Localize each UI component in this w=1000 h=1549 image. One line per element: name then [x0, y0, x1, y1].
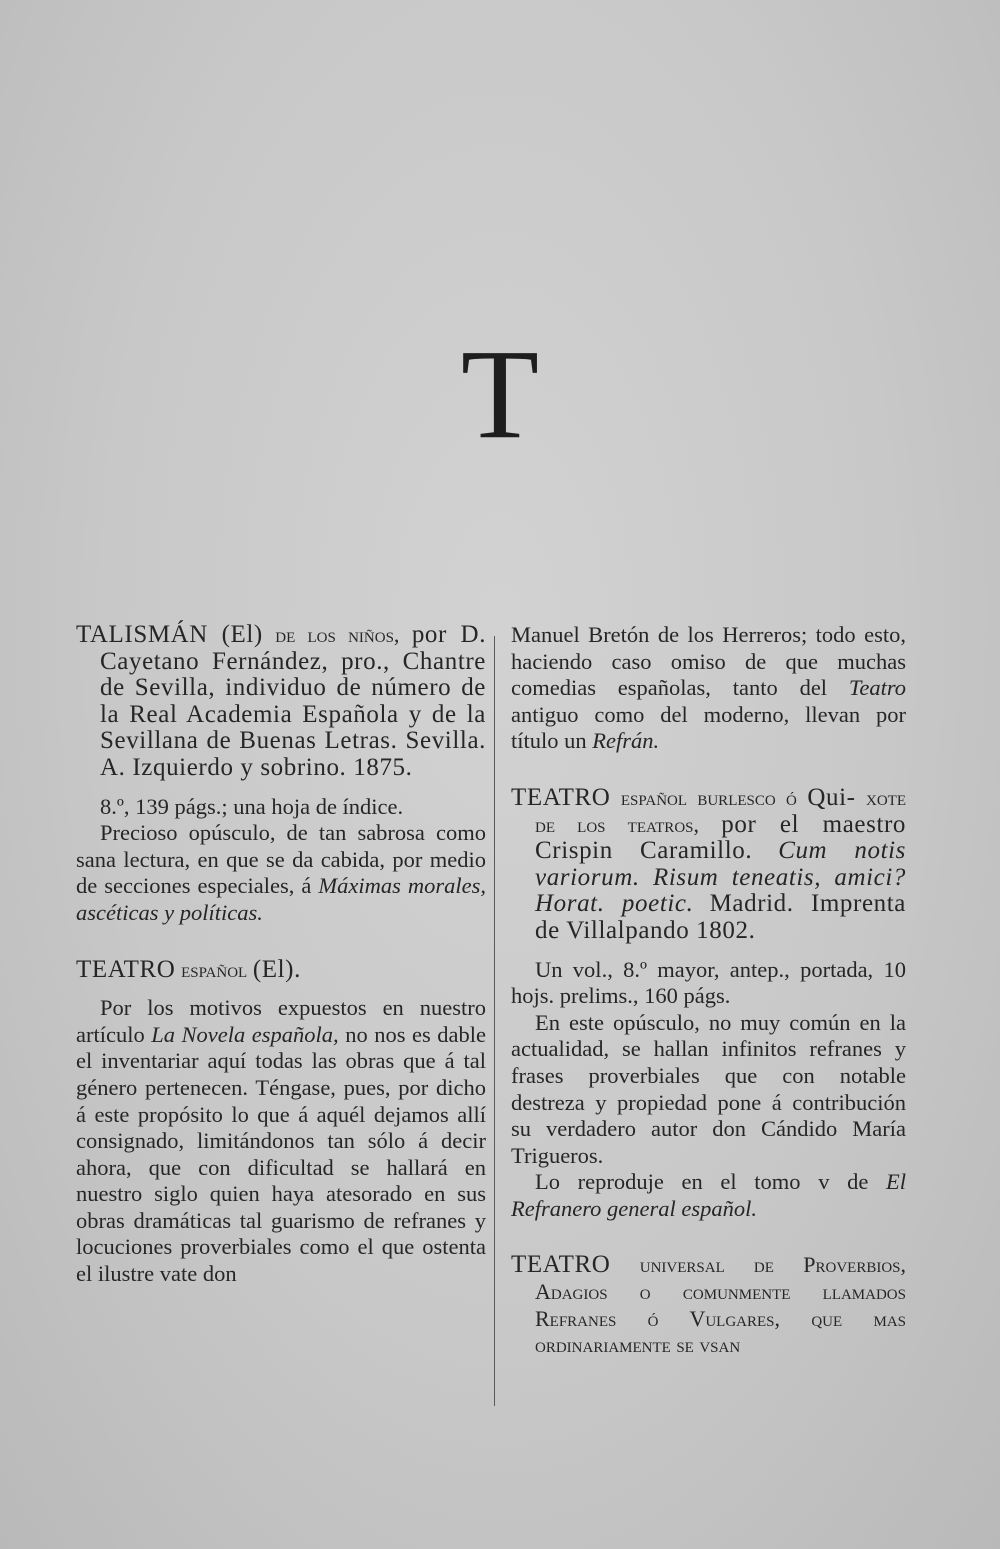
bibliographic-description: Un vol., 8.º mayor, antep., portada, 10 hojs. prelims., 160 págs. — [511, 956, 906, 1009]
note-italic: El Refranero general español. — [511, 1169, 906, 1221]
headword: TEATRO — [511, 1251, 611, 1279]
entry-teatro-burlesco — [511, 785, 906, 1223]
headword-rest: (El). — [252, 955, 301, 983]
headword: TEATRO — [511, 783, 611, 811]
continuation-text — [511, 622, 906, 755]
headword-smallcaps: español — [181, 956, 248, 982]
spacer — [76, 927, 486, 957]
entry-heading — [76, 957, 486, 984]
note-text: Precioso opúsculo, de tan sabrosa como sana lectura, en que se da cabida, por medio de secciones especiales, á — [76, 820, 486, 899]
note-italic: La Novela española, — [151, 1021, 339, 1047]
entry-heading — [511, 1252, 906, 1358]
title-italic: Cum notis variorum. Risum teneatis, amici? Horat. poetic. — [535, 837, 907, 918]
note-text: no nos es dable el inventariar aquí todas las obras que á tal género pertenecen. Téngase, pues, por dicho á este propósito lo que á aquél dejamos allí consignado, limitándonos tan sólo á decir ahora, que con dificultad se hallará en nuestro siglo quien haya atesorado en sus obras dramáticas tal guarismo de refranes y locuciones proverbiales como el que ostenta el ilustre vate don — [76, 1021, 487, 1287]
section-letter: T — [460, 323, 540, 465]
note-text: Por los motivos expuestos en nuestro artículo — [76, 995, 486, 1047]
right-column — [511, 622, 906, 1359]
title-smallcaps: Proverbios, Adagios o comunmente llamados Refranes ó Vulgares, que mas ordinariamente se vsan — [535, 1252, 906, 1358]
entry-note — [76, 820, 486, 926]
entry-talisman — [76, 622, 486, 927]
note-italic: Teatro — [848, 675, 907, 701]
entry-note — [76, 995, 486, 1288]
title-text: por D. Cayetano Fernández, pro., Chantre de Sevilla, individuo de número de la Real Academia Española y de la Sevillana de Buenas Letras. Sevilla. A. Izquierdo y sobrino. 1875. — [100, 621, 487, 781]
note-italic: Refrán. — [592, 728, 660, 754]
note-text: Lo reproduje en el tomo v de — [535, 1169, 869, 1195]
entry-teatro-espanol — [76, 957, 486, 1288]
entry-note — [511, 1169, 906, 1222]
column-rule — [494, 636, 495, 1406]
entry-heading — [76, 622, 486, 782]
bibliographic-description: 8.º, 139 págs.; una hoja de índice. — [100, 793, 404, 819]
headword-smallcaps: xote de los teatros, — [535, 784, 906, 837]
note-text: Manuel Bretón de los Herreros; todo esto, haciendo caso omiso de que muchas comedias españolas, tanto del — [511, 622, 906, 701]
spacer — [511, 755, 906, 785]
entry-heading — [511, 785, 906, 945]
headword: TEATRO — [76, 955, 176, 983]
entry-teatro-universal — [511, 1252, 906, 1358]
note-italic: Máximas morales, ascéticas y políticas. — [76, 873, 487, 925]
headword-smallcaps: universal de — [639, 1252, 774, 1278]
left-column — [76, 622, 486, 1288]
note-text: antiguo como del moderno, llevan por título un — [511, 701, 906, 754]
title-text: Madrid. Imprenta de Villalpando 1802. — [535, 890, 906, 944]
headword-smallcaps: español burlesco ó — [620, 784, 797, 810]
spacer — [511, 1222, 906, 1252]
headword: TALISMÁN (El) — [76, 621, 263, 648]
headword-smallcaps: de los niños, — [275, 622, 400, 647]
entry-note: En este opúsculo, no muy común en la actualidad, se hallan infinitos refranes y frases proverbiales que con notable destreza y propiedad pone á contribución su verdadero autor don Cándido María Trigueros. — [511, 1009, 906, 1168]
headword-mid: Qui- — [807, 783, 856, 811]
title-text: por el maestro Crispin Caramillo. — [535, 810, 907, 865]
